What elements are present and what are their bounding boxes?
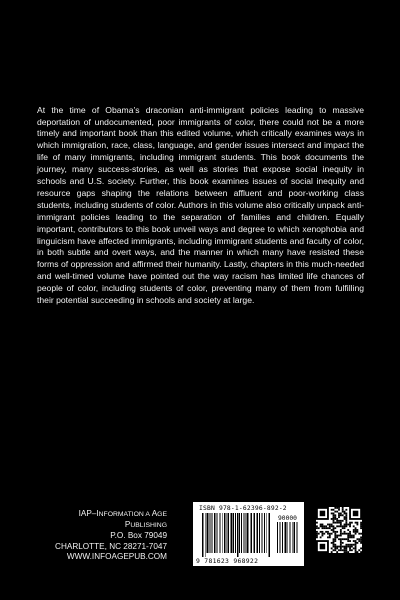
qr-module	[356, 522, 358, 524]
qr-module	[333, 518, 335, 520]
qr-module	[318, 533, 320, 535]
qr-module	[345, 513, 347, 515]
pub-name-age: AGE PUBLISHING	[124, 509, 167, 530]
qr-module	[327, 536, 329, 538]
barcode-bar	[244, 513, 245, 553]
qr-module	[318, 527, 320, 529]
qr-module	[333, 540, 335, 542]
qr-module	[351, 535, 353, 537]
qr-module	[333, 514, 335, 516]
qr-module	[360, 540, 362, 542]
qr-module	[340, 525, 342, 527]
qr-module	[334, 531, 336, 533]
barcode-bar	[212, 513, 213, 553]
qr-module	[353, 529, 355, 531]
qr-module	[333, 516, 335, 518]
qr-module	[345, 522, 347, 524]
qr-module	[351, 546, 353, 548]
qr-module	[338, 538, 340, 540]
qr-module	[336, 531, 338, 533]
barcode-addon-bars	[277, 522, 299, 557]
barcode-bar	[254, 513, 256, 553]
qr-module	[342, 525, 344, 527]
qr-module	[322, 535, 324, 537]
qr-module	[340, 531, 342, 533]
qr-finder-module	[353, 511, 359, 517]
qr-module	[349, 535, 351, 537]
qr-module	[329, 533, 331, 535]
qr-module	[338, 509, 340, 511]
barcode-bar	[241, 513, 242, 553]
qr-module	[320, 524, 322, 526]
qr-module	[345, 547, 347, 549]
qr-module	[336, 546, 338, 548]
qr-module	[345, 518, 347, 520]
barcode-bar	[269, 513, 271, 557]
qr-module	[331, 513, 333, 515]
qr-module	[347, 536, 349, 538]
qr-module	[336, 535, 338, 537]
qr-module	[320, 536, 322, 538]
qr-module	[333, 542, 335, 544]
qr-module	[358, 540, 360, 542]
publisher-website: WWW.INFOAGEPUB.COM	[66, 551, 167, 561]
qr-code-image	[316, 507, 362, 553]
qr-module	[340, 529, 342, 531]
qr-module	[334, 511, 336, 513]
qr-module	[345, 533, 347, 535]
qr-module	[333, 529, 335, 531]
qr-module	[360, 538, 362, 540]
barcode-bar	[285, 522, 287, 553]
qr-module	[333, 549, 335, 551]
qr-module	[342, 533, 344, 535]
qr-module	[340, 538, 342, 540]
qr-module	[342, 549, 344, 551]
qr-module	[344, 511, 346, 513]
barcode-bar	[277, 522, 278, 553]
barcode-bar	[228, 513, 230, 553]
qr-module	[360, 536, 362, 538]
qr-module	[316, 527, 318, 529]
qr-module	[336, 511, 338, 513]
barcode-bar	[251, 513, 253, 553]
barcode-bar	[294, 522, 296, 553]
barcode-bar	[216, 513, 217, 553]
qr-module	[349, 522, 351, 524]
qr-module	[347, 551, 349, 553]
barcode-bar	[237, 513, 239, 557]
qr-module	[334, 549, 336, 551]
qr-module	[316, 533, 318, 535]
qr-finder-module	[320, 511, 326, 517]
qr-module	[345, 549, 347, 551]
qr-module	[323, 527, 325, 529]
barcode-digits: 9 781623 968922	[196, 557, 259, 565]
qr-module	[355, 547, 357, 549]
qr-module	[347, 546, 349, 548]
qr-module	[331, 529, 333, 531]
qr-module	[360, 525, 362, 527]
qr-module	[342, 520, 344, 522]
qr-module	[333, 538, 335, 540]
qr-module	[333, 509, 335, 511]
qr-module	[345, 544, 347, 546]
qr-module	[333, 522, 335, 524]
qr-module	[349, 524, 351, 526]
qr-module	[351, 549, 353, 551]
qr-module	[345, 538, 347, 540]
qr-module	[340, 520, 342, 522]
qr-module	[333, 520, 335, 522]
qr-code	[316, 507, 362, 553]
qr-module	[344, 547, 346, 549]
qr-module	[358, 538, 360, 540]
qr-module	[336, 518, 338, 520]
qr-module	[355, 527, 357, 529]
qr-module	[334, 535, 336, 537]
barcode-bar	[211, 513, 212, 553]
qr-module	[351, 536, 353, 538]
qr-module	[358, 549, 360, 551]
qr-module	[316, 536, 318, 538]
barcode-bar	[263, 513, 264, 553]
qr-module	[327, 524, 329, 526]
qr-module	[355, 549, 357, 551]
qr-module	[345, 551, 347, 553]
qr-module	[349, 547, 351, 549]
qr-module	[356, 529, 358, 531]
qr-module	[336, 520, 338, 522]
qr-module	[356, 551, 358, 553]
barcode-bar	[280, 522, 281, 553]
barcode-bar	[231, 513, 232, 553]
qr-module	[355, 544, 357, 546]
qr-module	[344, 516, 346, 518]
barcode-bar	[230, 513, 231, 553]
qr-finder-module	[320, 544, 326, 550]
qr-module	[340, 524, 342, 526]
barcode-bar	[296, 522, 297, 553]
barcode-bar	[290, 522, 291, 553]
qr-module	[334, 518, 336, 520]
qr-module	[338, 535, 340, 537]
qr-module	[334, 516, 336, 518]
qr-module	[334, 546, 336, 548]
qr-module	[331, 518, 333, 520]
qr-module	[349, 546, 351, 548]
qr-module	[345, 509, 347, 511]
qr-module	[342, 511, 344, 513]
qr-module	[338, 520, 340, 522]
book-description: At the time of Obama’s draconian anti-immigrant policies leading to massive deportation of undocumented, poor immigrants of color, there could not be a more timely and important book than this edited volume, which critically examines ways in which immigration, race, class, language, and gender issues intersect and impact the life of many immigrants, including immigrant students. This book documents the journey, many success-stories, as well as stories that expose social inequity in schools and U.S. society. Further, this book examines issues of social inequity and resource gaps shaping the relations between affluent and poor-working class students, including students of color. Authors in this volume also critically unpack anti-immigrant policies leading to the separation of families and children. Equally important, contributors to this book unveil ways and degree to which xenophobia and linguicism have affected immigrants, including immigrant students and faculty of color, in both subtle and overt ways, and the manner in which many have resisted these forms of oppression and affirmed their humanity. Lastly, chapters in this much-needed and well-timed volume have pointed out the way racism has limited life chances of people of color, including students of color, preventing many of them from fulfilling their potential succeeding in schools and society at large.	[37, 104, 364, 306]
qr-module	[331, 547, 333, 549]
barcode-bar	[233, 513, 235, 553]
qr-module	[355, 540, 357, 542]
qr-module	[340, 514, 342, 516]
qr-module	[329, 527, 331, 529]
barcode-bar	[214, 513, 215, 553]
price-code: 90000	[278, 515, 297, 522]
qr-module	[325, 531, 327, 533]
qr-module	[347, 544, 349, 546]
qr-module	[336, 536, 338, 538]
barcode-bar	[257, 513, 259, 553]
qr-module	[334, 533, 336, 535]
isbn-barcode	[193, 502, 304, 566]
barcode-bar	[219, 513, 220, 553]
qr-module	[356, 542, 358, 544]
barcode-bar	[249, 513, 250, 553]
qr-module	[334, 522, 336, 524]
barcode-bar	[284, 522, 285, 553]
qr-module	[351, 544, 353, 546]
qr-module	[349, 549, 351, 551]
qr-module	[331, 509, 333, 511]
qr-module	[338, 514, 340, 516]
qr-module	[322, 533, 324, 535]
qr-module	[336, 507, 338, 509]
qr-module	[342, 542, 344, 544]
qr-module	[356, 538, 358, 540]
qr-module	[342, 527, 344, 529]
barcode-bar	[226, 513, 227, 553]
qr-module	[349, 544, 351, 546]
qr-module	[333, 544, 335, 546]
qr-module	[334, 544, 336, 546]
barcode-bar	[209, 513, 210, 553]
qr-module	[345, 524, 347, 526]
qr-module	[338, 516, 340, 518]
barcode-bar	[207, 513, 209, 553]
qr-module	[333, 525, 335, 527]
qr-module	[336, 547, 338, 549]
qr-module	[355, 522, 357, 524]
qr-module	[327, 527, 329, 529]
qr-module	[334, 514, 336, 516]
barcode-bar	[267, 513, 268, 553]
qr-module	[331, 524, 333, 526]
qr-module	[360, 547, 362, 549]
qr-module	[338, 507, 340, 509]
qr-module	[336, 551, 338, 553]
qr-module	[322, 527, 324, 529]
qr-module	[340, 533, 342, 535]
qr-module	[345, 514, 347, 516]
qr-module	[356, 524, 358, 526]
barcode-bars	[202, 513, 271, 557]
qr-module	[355, 533, 357, 535]
qr-module	[340, 522, 342, 524]
qr-module	[342, 538, 344, 540]
barcode-bar	[262, 513, 263, 553]
qr-module	[342, 514, 344, 516]
qr-module	[329, 536, 331, 538]
qr-module	[334, 547, 336, 549]
qr-module	[360, 551, 362, 553]
qr-module	[344, 524, 346, 526]
qr-module	[347, 535, 349, 537]
qr-module	[353, 531, 355, 533]
qr-module	[327, 533, 329, 535]
qr-module	[334, 540, 336, 542]
barcode-bar	[239, 513, 240, 553]
qr-module	[333, 527, 335, 529]
qr-module	[340, 513, 342, 515]
barcode-bar	[246, 513, 247, 553]
qr-module	[344, 531, 346, 533]
qr-module	[338, 546, 340, 548]
qr-module	[323, 525, 325, 527]
qr-module	[334, 507, 336, 509]
qr-module	[331, 525, 333, 527]
qr-module	[316, 535, 318, 537]
qr-module	[340, 546, 342, 548]
qr-module	[333, 546, 335, 548]
qr-module	[360, 533, 362, 535]
qr-module	[342, 509, 344, 511]
barcode-bar	[247, 513, 249, 553]
qr-module	[322, 525, 324, 527]
publisher-name: IAP–INFORMATION A AGE PUBLISHING	[78, 509, 167, 530]
qr-module	[325, 527, 327, 529]
qr-module	[347, 540, 349, 542]
barcode-bar	[222, 513, 223, 553]
qr-module	[345, 516, 347, 518]
barcode-bar	[282, 522, 283, 553]
qr-module	[334, 538, 336, 540]
qr-module	[360, 524, 362, 526]
barcode-bar	[259, 513, 260, 553]
qr-module	[355, 546, 357, 548]
qr-module	[344, 546, 346, 548]
qr-module	[347, 538, 349, 540]
qr-module	[316, 525, 318, 527]
qr-module	[353, 536, 355, 538]
publisher-city: CHARLOTTE, NC 28271-7047	[55, 541, 167, 551]
qr-module	[360, 527, 362, 529]
qr-module	[344, 527, 346, 529]
qr-module	[323, 533, 325, 535]
barcode-bar	[297, 522, 298, 553]
qr-module	[340, 544, 342, 546]
qr-module	[353, 547, 355, 549]
qr-module	[355, 529, 357, 531]
qr-module	[345, 520, 347, 522]
barcode-bar	[235, 513, 236, 553]
qr-module	[349, 540, 351, 542]
qr-module	[340, 535, 342, 537]
qr-module	[329, 535, 331, 537]
qr-module	[338, 549, 340, 551]
qr-module	[360, 522, 362, 524]
qr-module	[344, 513, 346, 515]
qr-module	[349, 536, 351, 538]
qr-module	[329, 524, 331, 526]
qr-module	[347, 524, 349, 526]
qr-module	[338, 513, 340, 515]
publisher-po-box: P.O. Box 79049	[110, 531, 167, 541]
qr-module	[353, 544, 355, 546]
qr-module	[325, 525, 327, 527]
qr-module	[351, 522, 353, 524]
barcode-bar	[220, 513, 221, 553]
qr-module	[340, 547, 342, 549]
qr-module	[353, 535, 355, 537]
qr-module	[327, 531, 329, 533]
qr-module	[334, 536, 336, 538]
qr-module	[345, 525, 347, 527]
qr-module	[333, 513, 335, 515]
qr-module	[344, 525, 346, 527]
qr-module	[320, 531, 322, 533]
qr-module	[355, 531, 357, 533]
qr-module	[342, 546, 344, 548]
qr-module	[331, 551, 333, 553]
qr-module	[360, 542, 362, 544]
qr-module	[344, 551, 346, 553]
barcode-bar	[288, 522, 289, 553]
qr-module	[355, 551, 357, 553]
qr-module	[349, 525, 351, 527]
qr-module	[358, 533, 360, 535]
qr-module	[355, 542, 357, 544]
qr-module	[344, 549, 346, 551]
qr-module	[338, 522, 340, 524]
qr-module	[344, 518, 346, 520]
qr-module	[316, 531, 318, 533]
qr-module	[340, 542, 342, 544]
qr-module	[316, 522, 318, 524]
qr-module	[349, 531, 351, 533]
qr-module	[334, 527, 336, 529]
barcode-bar	[224, 513, 225, 553]
isbn-label: ISBN 978-1-62396-892-2	[199, 505, 287, 512]
publisher-block	[40, 509, 167, 562]
qr-module	[331, 533, 333, 535]
qr-module	[338, 525, 340, 527]
qr-module	[322, 531, 324, 533]
qr-module	[336, 522, 338, 524]
barcode-bar	[292, 522, 293, 553]
qr-module	[356, 531, 358, 533]
barcode-bar	[264, 513, 265, 553]
qr-module	[349, 533, 351, 535]
qr-module	[342, 507, 344, 509]
qr-module	[347, 533, 349, 535]
qr-module	[344, 533, 346, 535]
qr-module	[340, 540, 342, 542]
barcode-bar	[205, 513, 206, 557]
qr-module	[345, 546, 347, 548]
qr-module	[322, 524, 324, 526]
qr-module	[347, 529, 349, 531]
barcode-bar	[217, 513, 218, 553]
qr-module	[331, 542, 333, 544]
qr-module	[353, 540, 355, 542]
qr-module	[340, 549, 342, 551]
qr-module	[344, 538, 346, 540]
barcode-bar	[202, 513, 204, 557]
qr-module	[320, 525, 322, 527]
qr-module	[329, 525, 331, 527]
qr-module	[353, 525, 355, 527]
qr-module	[333, 531, 335, 533]
qr-module	[336, 525, 338, 527]
